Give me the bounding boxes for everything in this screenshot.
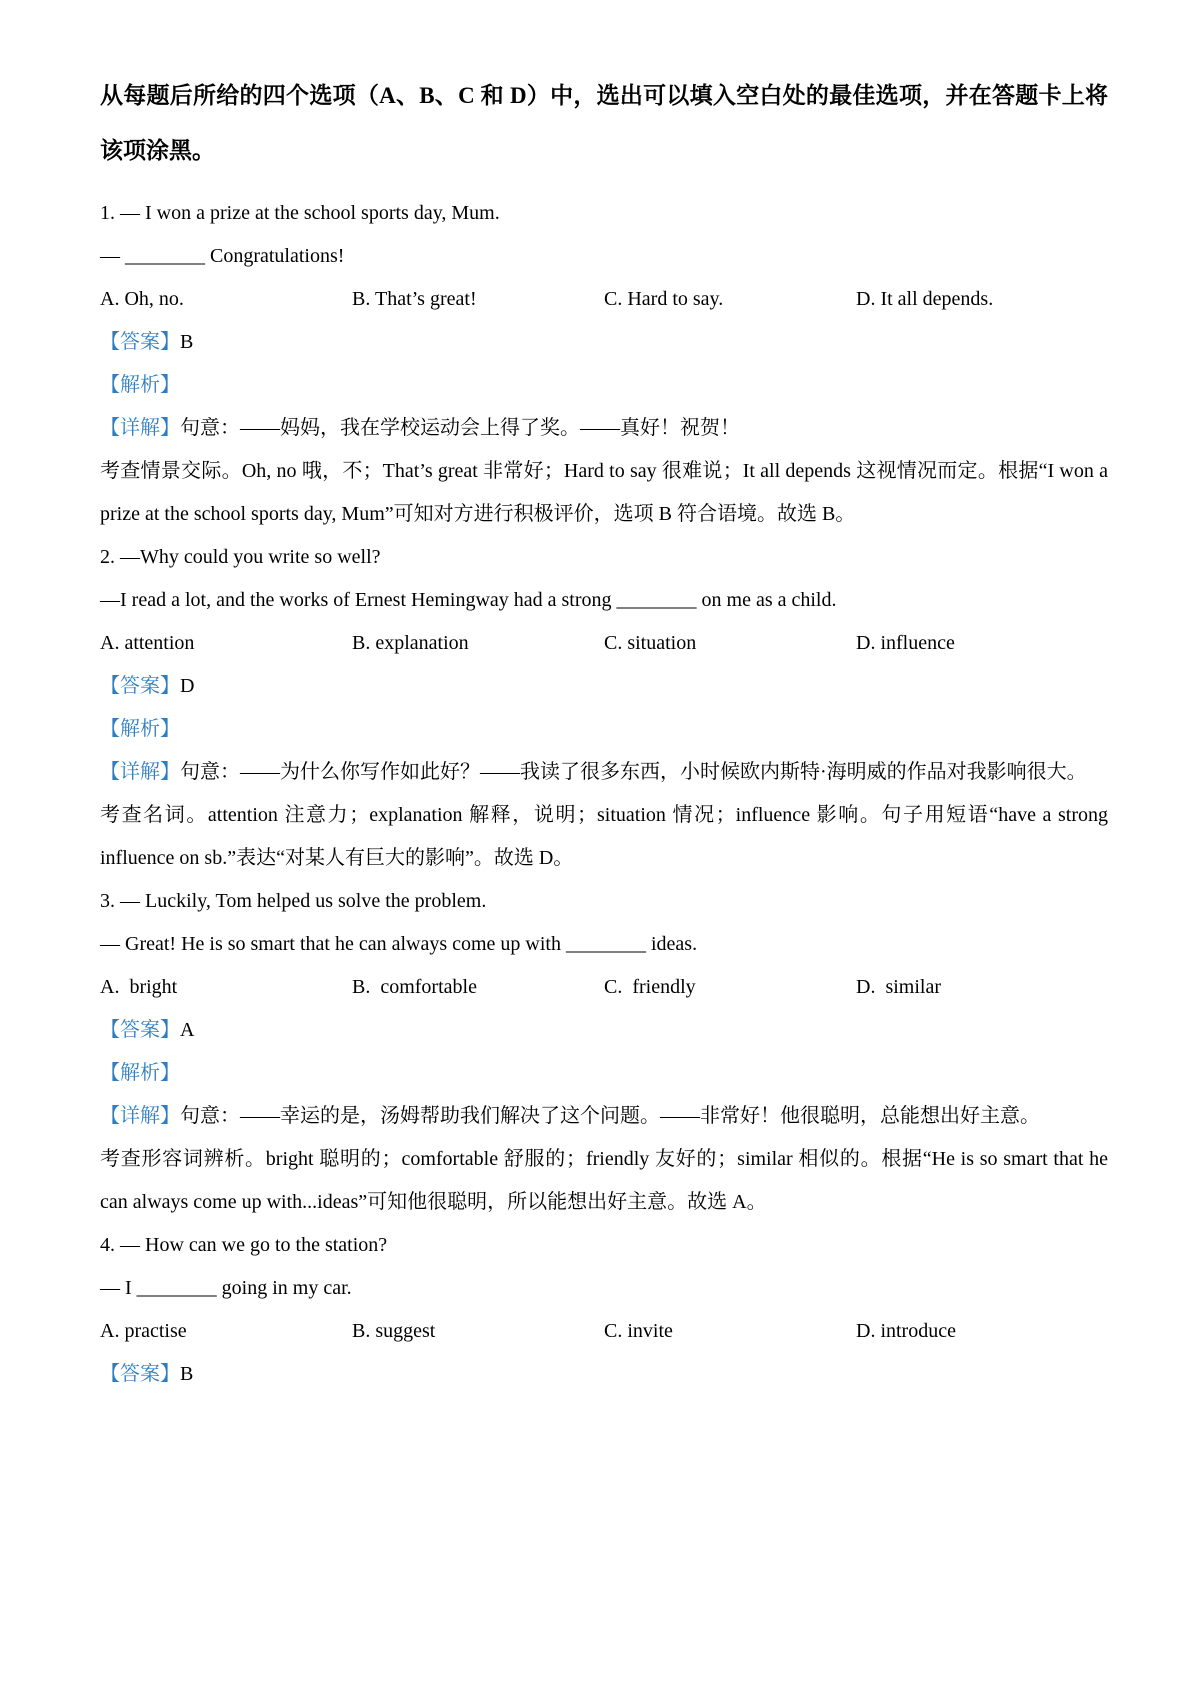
option-c: C. invite — [604, 1320, 673, 1342]
question-stem-line: —I read a lot, and the works of Ernest Hemingway had a strong ________ on me as a child. — [100, 589, 837, 611]
option-b: B. suggest — [352, 1320, 436, 1342]
option-d: D. influence — [856, 632, 955, 654]
option-b: B. explanation — [352, 632, 469, 654]
question-stem-line: 4. — How can we go to the station? — [100, 1234, 388, 1256]
options-row — [100, 966, 1108, 1009]
detail-label: 【详解】 — [100, 417, 180, 439]
option-a: A. attention — [100, 632, 195, 654]
exam-instruction: 从每题后所给的四个选项（A、B、C 和 D）中，选出可以填入空白处的最佳选项，并在答题卡上将该项涂黑。 — [100, 83, 1108, 163]
options-row — [100, 1310, 1108, 1353]
answer-line — [100, 1353, 1108, 1396]
detail-analysis: 考查名词。attention 注意力；explanation 解释，说明；situation 情况；influence 影响。句子用短语“have a strong influence on sb.”表达“对某人有巨大的影响”。故选 D。 — [100, 804, 1108, 869]
answer-label: 【答案】 — [100, 675, 180, 697]
answer-line — [100, 665, 1108, 708]
option-c: C. Hard to say. — [604, 288, 724, 310]
detail-label: 【详解】 — [100, 1105, 180, 1127]
answer-value: D — [180, 675, 195, 697]
question-4 — [100, 1224, 1108, 1396]
answer-label: 【答案】 — [100, 1363, 180, 1385]
question-2 — [100, 536, 1108, 880]
answer-value: B — [180, 1363, 194, 1385]
answer-line — [100, 1009, 1108, 1052]
option-a: A. practise — [100, 1320, 187, 1342]
analysis-label: 【解析】 — [100, 374, 180, 396]
option-d: D. introduce — [856, 1320, 956, 1342]
detail-line — [100, 1095, 1108, 1138]
option-a: A. Oh, no. — [100, 288, 184, 310]
question-3 — [100, 880, 1108, 1224]
analysis-label: 【解析】 — [100, 1062, 180, 1084]
answer-label: 【答案】 — [100, 1019, 180, 1041]
answer-value: B — [180, 331, 194, 353]
detail-analysis: 考查形容词辨析。bright 聪明的；comfortable 舒服的；friendly 友好的；similar 相似的。根据“He is so smart that he can always come up with...ideas”可知他很聪明，所以能想出好主意。故选 A。 — [100, 1148, 1108, 1213]
detail-analysis: 考查情景交际。Oh, no 哦，不；That’s great 非常好；Hard to say 很难说；It all depends 这视情况而定。根据“I won a prize at the school sports day, Mum”可知对方进行积极评价，选项 B 符合语境。故选 B。 — [100, 460, 1108, 525]
answer-label: 【答案】 — [100, 331, 180, 353]
option-d: D. similar — [856, 976, 941, 998]
detail-label: 【详解】 — [100, 761, 180, 783]
answer-value: A — [180, 1019, 195, 1041]
detail-sentence: 句意：——为什么你写作如此好？——我读了很多东西，小时候欧内斯特·海明威的作品对我影响很大。 — [180, 761, 1087, 783]
option-d: D. It all depends. — [856, 288, 994, 310]
question-stem-line: — ________ Congratulations! — [100, 245, 345, 267]
option-c: C. friendly — [604, 976, 696, 998]
detail-sentence: 句意：——幸运的是，汤姆帮助我们解决了这个问题。——非常好！他很聪明，总能想出好主意。 — [180, 1105, 1040, 1127]
question-stem-line: 1. — I won a prize at the school sports day, Mum. — [100, 202, 500, 224]
question-stem-line: — I ________ going in my car. — [100, 1277, 352, 1299]
options-row — [100, 278, 1108, 321]
option-b: B. comfortable — [352, 976, 477, 998]
options-row — [100, 622, 1108, 665]
question-1 — [100, 192, 1108, 536]
detail-sentence: 句意：——妈妈，我在学校运动会上得了奖。——真好！祝贺！ — [180, 417, 740, 439]
question-stem-line: — Great! He is so smart that he can always come up with ________ ideas. — [100, 933, 698, 955]
option-a: A. bright — [100, 976, 178, 998]
analysis-label: 【解析】 — [100, 718, 180, 740]
option-b: B. That’s great! — [352, 288, 477, 310]
question-stem-line: 3. — Luckily, Tom helped us solve the problem. — [100, 890, 487, 912]
detail-line — [100, 407, 1108, 450]
answer-line — [100, 321, 1108, 364]
question-stem-line: 2. —Why could you write so well? — [100, 546, 381, 568]
option-c: C. situation — [604, 632, 697, 654]
detail-line — [100, 751, 1108, 794]
